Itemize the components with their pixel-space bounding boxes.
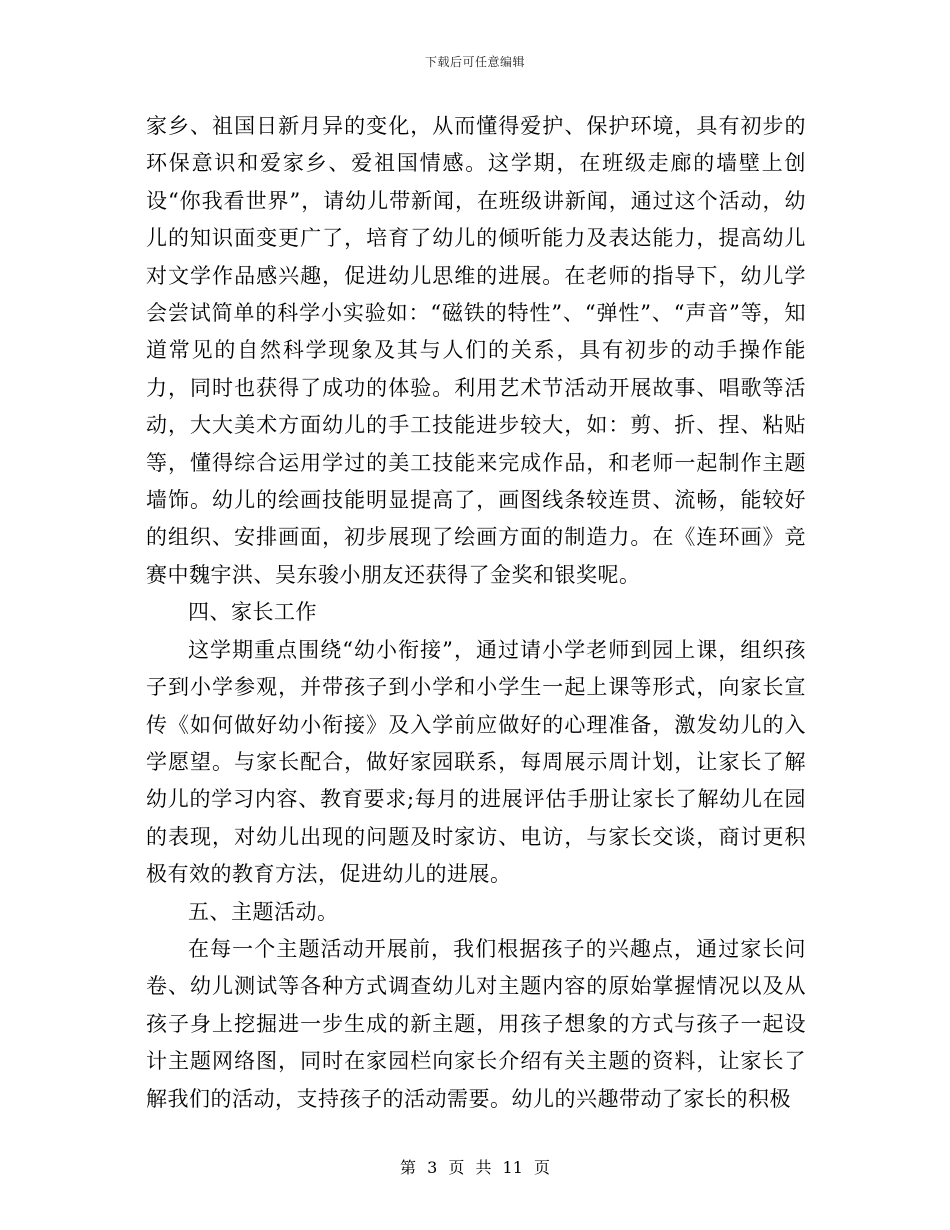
paragraph-continuation: 家乡、祖国日新月异的变化，从而懂得爱护、保护环境，具有初步的环保意识和爱家乡、爱祖国情感。这学期，在班级走廊的墙壁上创设“你我看世界”，请幼儿带新闻，在班级讲新闻，通过这个活动，幼儿的知识面变更广了，培育了幼儿的倾听能力及表达能力，提高幼儿对文学作品感兴趣，促进幼儿思维的进展。在老师的指导下，幼儿学会尝试简单的科学小实验如：“磁铁的特性”、“弹性”、“声音”等，知道常见的自然科学现象及其与人们的关系，具有初步的动手操作能力，同时也获得了成功的体验。利用艺术节活动开展故事、唱歌等活动，大大美术方面幼儿的手工技能进步较大，如：剪、折、捏、粘贴等，懂得综合运用学过的美工技能来完成作品，和老师一起制作主题墙饰。幼儿的绘画技能明显提高了，画图线条较连贯、流畅，能较好的组织、安排画面，初步展现了绘画方面的制造力。在《连环画》竞赛中魏宇洪、吴东骏小朋友还获得了金奖和银奖呢。	[146, 114, 806, 587]
paragraph-theme-activity: 在每一个主题活动开展前，我们根据孩子的兴趣点，通过家长问卷、幼儿测试等各种方式调查幼儿对主题内容的原始掌握情况以及从孩子身上挖掘进一步生成的新主题，用孩子想象的方式与孩子一起设计主题网络图，同时在家园栏向家长介绍有关主题的资料，让家长了解我们的活动，支持孩子的活动需要。幼儿的兴趣带动了家长的积极	[146, 936, 806, 1111]
page-number-footer: 第 3 页 共 11 页	[400, 1158, 550, 1177]
paragraph-parent-work: 这学期重点围绕“幼小衔接”，通过请小学老师到园上课，组织孩子到小学参观，并带孩子到小学和小学生一起上课等形式，向家长宣传《如何做好幼小衔接》及入学前应做好的心理准备，激发幼儿的入学愿望。与家长配合，做好家园联系，每周展示周计划，让家长了解幼儿的学习内容、教育要求;每月的进展评估手册让家长了解幼儿在园的表现，对幼儿出现的问题及时家访、电访，与家长交谈，商讨更积极有效的教育方法，促进幼儿的进展。	[146, 637, 806, 887]
section-heading-parent-work: 四、家长工作	[188, 600, 317, 625]
document-body	[146, 108, 806, 1118]
section-heading-theme-activity: 五、主题活动。	[188, 899, 339, 924]
page-header: 下载后可任意编辑	[424, 55, 525, 69]
